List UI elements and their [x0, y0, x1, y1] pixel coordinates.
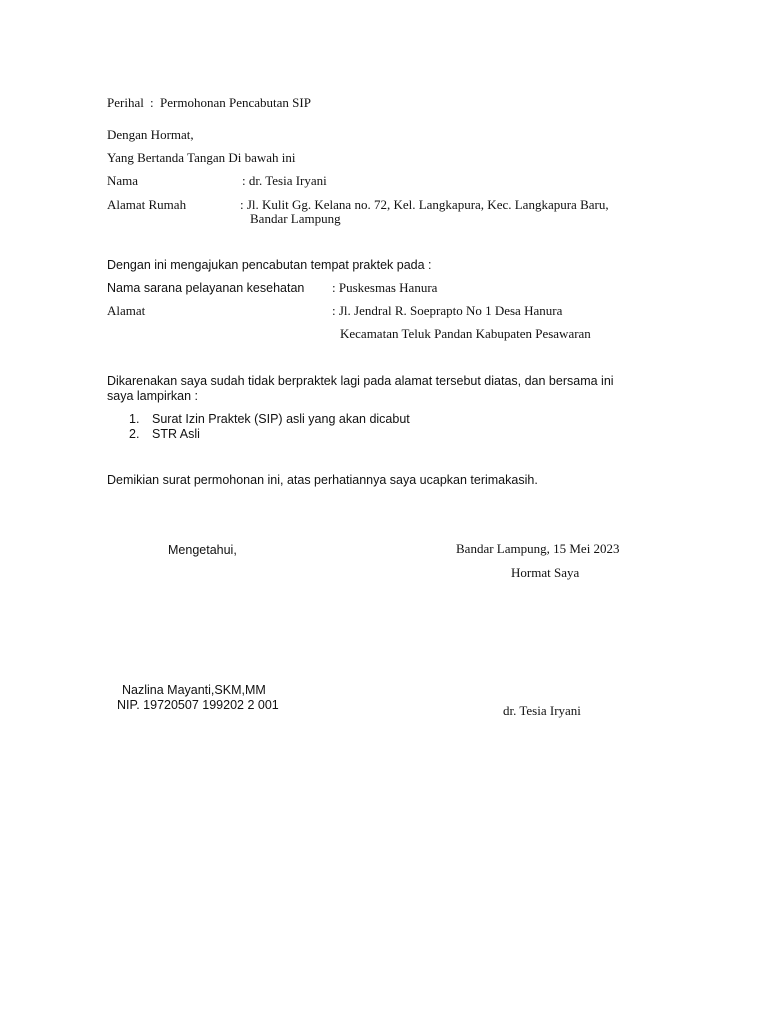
facility-address-label: Alamat: [107, 303, 146, 318]
facility-address-line1: : Jl. Jendral R. Soeprapto No 1 Desa Hanura: [332, 303, 563, 318]
subject-label: Perihal: [107, 95, 144, 110]
attachment-number: 1.: [129, 412, 140, 426]
intro-text: Yang Bertanda Tangan Di bawah ini: [107, 150, 296, 165]
attachment-text: Surat Izin Praktek (SIP) asli yang akan dicabut: [152, 412, 410, 426]
subject-value: Permohonan Pencabutan SIP: [160, 95, 311, 110]
subject-colon: :: [150, 95, 154, 110]
applicant-name-label: Nama: [107, 173, 139, 188]
reason-line1: Dikarenakan saya sudah tidak berpraktek lagi pada alamat tersebut diatas, dan bersama ini: [107, 374, 614, 388]
attachment-text: STR Asli: [152, 427, 200, 441]
facility-name-value: : Puskesmas Hanura: [332, 280, 438, 295]
closing-statement: Demikian surat permohonan ini, atas perhatiannya saya ucapkan terimakasih.: [107, 473, 538, 487]
reason-line2: saya lampirkan :: [107, 389, 199, 403]
applicant-address-label: Alamat Rumah: [107, 197, 187, 212]
regards-text: Hormat Saya: [511, 565, 580, 580]
applicant-name-value: : dr. Tesia Iryani: [242, 173, 327, 188]
salutation: Dengan Hormat,: [107, 127, 194, 142]
place-date: Bandar Lampung, 15 Mei 2023: [456, 541, 620, 556]
request-statement: Dengan ini mengajukan pencabutan tempat praktek pada :: [107, 258, 432, 272]
attachment-number: 2.: [129, 427, 140, 441]
applicant-address-line1: : Jl. Kulit Gg. Kelana no. 72, Kel. Langkapura, Kec. Langkapura Baru,: [240, 197, 609, 212]
left-signatory-nip: NIP. 19720507 199202 2 001: [117, 698, 279, 712]
applicant-address-line2: Bandar Lampung: [250, 211, 341, 226]
facility-address-line2: Kecamatan Teluk Pandan Kabupaten Pesawaran: [340, 326, 591, 341]
left-signatory-name: Nazlina Mayanti,SKM,MM: [122, 683, 266, 697]
facility-name-label: Nama sarana pelayanan kesehatan: [107, 281, 305, 295]
right-signatory-name: dr. Tesia Iryani: [503, 703, 581, 718]
left-signatory-header: Mengetahui,: [168, 543, 237, 557]
